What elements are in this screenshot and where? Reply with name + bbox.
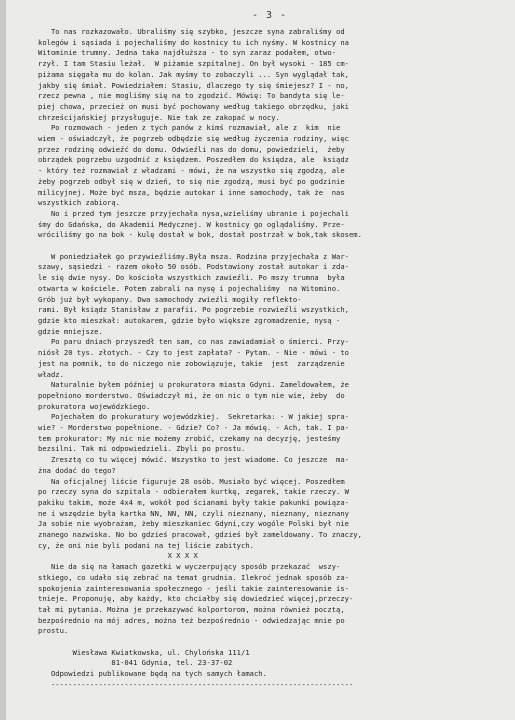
- text-line: chrześcijańskiej przysługuje. Nie tak ze zakopać w nocy.: [38, 112, 280, 122]
- text-line: rzecz pewna , nie mogliśmy się na to zgodzić. Mówię: To bandyta się le-: [38, 91, 345, 101]
- text-line: gdzie kto mieszkał: autokarem, gdzie było większe zgromadzenie, nysą -: [38, 315, 341, 325]
- text-line: bezsilni. Tak mi odpowiedzieli. Zbyli po prostu.: [38, 444, 246, 454]
- text-line: Po paru dniach przyszedł ten sam, co nas zawiadamiał o śmierci. Przy-: [38, 337, 349, 347]
- text-line: W poniedziałek go przywieźliśmy.Była msza. Rodzina przyjechała z War-: [38, 251, 349, 261]
- text-line: tał mi pytania. Można je przekazywać kolportorom, można również pocztą,: [38, 604, 345, 614]
- text-line: szawy, sąsiedzi - razem około 50 osób. Podstawiony został autokar i zda-: [38, 262, 349, 272]
- text-line: Odpowiedzi publikowane będą na tych samych łamach.: [38, 669, 267, 679]
- text-line: otwarta w kościele. Potem zabrali na nysę i pojechaliśmy na Witomino.: [38, 283, 341, 293]
- text-line: jakby się śmiał. Powiedziałem: Stasiu, dlaczego ty się śmiejesz? I - no,: [38, 80, 349, 90]
- text-line: rami. Był ksiądz Stanisław z parafii. Po pogrzebie rozwieźli wszystkich,: [38, 305, 349, 315]
- text-line: Na oficjalnej liście figuruje 28 osób. Musiało być więcej. Poszedłem: [38, 476, 345, 486]
- text-line: ----------------------------------------------------------------------: [38, 679, 354, 689]
- text-line: żeby pogrzeb odbył się w dzień, to się nie zgodzą, musi być po godzinie: [38, 176, 345, 186]
- typed-body: [38, 27, 501, 691]
- text-line: piżama sięgała mu do kolan. Jak myśmy to zobaczyli ... Syn wyglądał tak,: [38, 69, 349, 79]
- text-line: cy, że oni nie byli podani na tej liście zabitych.: [38, 540, 254, 550]
- text-line: obrządek pogrzebu uzgodnić z księdzem. Poszedłem do księdza, ale ksiądz: [38, 155, 349, 165]
- text-line: rzył. I tam Stasiu leżał. W piżamie szpitalnej. On był wysoki - 185 cm-: [38, 59, 349, 69]
- text-line: Naturalnie byłem później u prokuratora miasta Gdyni. Zameldowałem, że: [38, 380, 349, 390]
- text-line: milicyjnej. Może być msza, będzie autokar i inne samochody, tak że nas: [38, 187, 345, 197]
- text-line: tnieje. Proponuję, aby każdy, kto chciałby się dowiedzieć więcej,przeczy-: [38, 594, 354, 604]
- text-line: prokuratora wojewódzkiego.: [38, 401, 151, 411]
- text-line: niósł 20 tys. złotych. - Czy to jest zapłata? - Pytam. - Nie - mówi - to: [38, 348, 349, 358]
- text-line: Wiesława Kwiatkowska, ul. Chylońska 111/1: [38, 647, 250, 657]
- text-line: gdzie mniejsze.: [38, 326, 103, 336]
- page-number: - 3 -: [251, 10, 288, 21]
- text-line: To nas rozkazowało. Ubraliśmy się szybko, jeszcze syna zabraliśmy od: [38, 27, 345, 36]
- text-line: prostu.: [38, 626, 69, 636]
- text-line: spokojenia zainteresowania społecznego - jeśli takie zainteresowanie is-: [38, 583, 349, 593]
- text-line: żna dodać do tego?: [38, 465, 116, 475]
- text-line: Zresztą co tu więcej mówić. Wszystko to jest wiadome. Co jeszcze ma-: [38, 455, 349, 465]
- text-line: pakiku takim, może 4x4 m, wokół pod ścianami były takie pakunki powiąza-: [38, 497, 349, 507]
- text-line: bezpośrednio na mój adres, można też bezpośrednio - odwiedzając mnie po: [38, 615, 345, 625]
- text-line: władz.: [38, 369, 64, 379]
- text-line: znanego nazwiska. No bo gdzieś pracował, gdzieś był zameldowany. To znaczy,: [38, 530, 362, 540]
- text-line: Pojechałem do prokuratury wojewódzkiej. Sekretarka: - W jakiej spra-: [38, 412, 349, 422]
- text-line: tem prokurator: My nic nie możemy zrobić, czekamy na decyzję, jesteśmy: [38, 433, 341, 443]
- text-line: le się dwie nysy. Do kościoła wszystkich zawieźli. Po mszy trumna była: [38, 273, 345, 283]
- text-line: jest na pomnik, to do niczego nie zobowiązuje, takie jest zarządzenie: [38, 358, 345, 368]
- text-line: popełniono morderstwo. Oświadczył mi, że on nic o tym nie wie, żeby do: [38, 390, 345, 400]
- text-line: Ja sobie nie wyobrażam, żeby mieszkaniec Gdyni,czy wogóle Polski był nie: [38, 519, 349, 529]
- text-line: przez rodzinę odwieźć do domu. Odwieźli nas do domu, powiedzieli, żeby: [38, 144, 345, 154]
- text-line: 81-041 Gdynia, tel. 23-37-02: [38, 658, 233, 668]
- text-line: śmy do Gdańska, do Akademii Medycznej. W kostnicy go oglądaliśmy. Prze-: [38, 219, 345, 229]
- text-line: kolegów i sąsiada i pojechaliśmy do kostnicy tu ich nyśmy. W kostnicy na: [38, 37, 349, 47]
- text-line: wiem - oświadczył, że pogrzeb odbędzie się według życzenia rodziny, więc: [38, 134, 349, 144]
- text-line: - który też rozmawiał z władzami - mówi, że na wszystko się zgodzą, ale: [38, 166, 345, 176]
- text-line: piej chowa, przecież on musi być pochowany według takiego obrzędku, jaki: [38, 101, 349, 111]
- text-line: po rzeczy syna do szpitala - odbierałem kurtkę, zegarek, takie rzeczy. W: [38, 487, 349, 497]
- text-line: Witominie trumny. Jedna taka najdłuższa - to syn zaraz podałem, otwo-: [38, 48, 337, 58]
- text-line: wróciliśmy go na bok - kulę dostał w bok, dostał postrzał w bok,tak skosem.: [38, 230, 362, 240]
- page-edge: [0, 0, 6, 720]
- text-line: No i przed tym jeszcze przyjechała nysa,wzieliśmy ubranie i pojechali: [38, 208, 349, 218]
- text-line: ne i wszędzie była kartka NN, NN, NN, czyli nieznany, nieznany, nieznany: [38, 508, 349, 518]
- text-line: Nie da się na łamach gazetki w wyczerpujący sposób przekazać wszy-: [38, 562, 341, 572]
- text-line: wszystkich zabiorą.: [38, 198, 121, 208]
- text-line: Grób już był wykopany. Dwa samochody zwieźli mogiły reflekto-: [38, 294, 302, 304]
- text-line: Po rozmowach - jeden z tych panów z kimś rozmawiał, ale z kim nie: [38, 123, 341, 133]
- text-line: X X X X: [38, 551, 198, 561]
- text-line: wie? - Morderstwo popełnione. - Gdzie? Co? - Ja mówię. - Ach, tak. I pa-: [38, 423, 349, 433]
- text-line: stkiego, co udało się zebrać na temat grudnia. Ilekroć jednak sposób za-: [38, 572, 349, 582]
